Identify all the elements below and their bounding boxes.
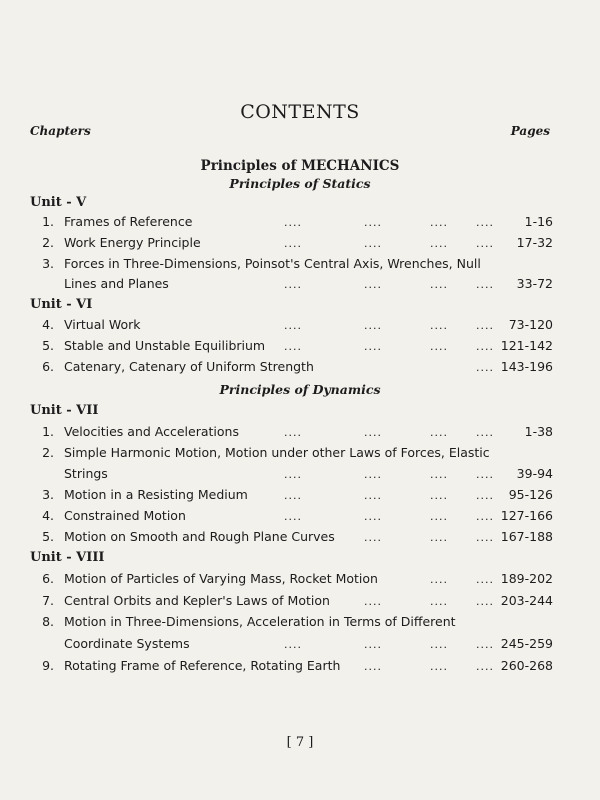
chapter-number: 5. — [42, 338, 54, 353]
toc-entry[interactable] — [0, 214, 600, 234]
chapter-title: Forces in Three-Dimensions, Poinsot's Central Axis, Wrenches, Null — [64, 256, 481, 271]
leader-dots: .... — [364, 660, 382, 673]
page-range: 260-268 — [500, 658, 553, 673]
leader-dots: .... — [430, 595, 448, 608]
leader-dots: .... — [364, 638, 382, 651]
toc-entry[interactable] — [0, 235, 600, 255]
chapter-number: 3. — [42, 256, 54, 271]
chapter-title: Motion of Particles of Varying Mass, Rocket Motion — [64, 571, 378, 586]
chapter-title: Motion in a Resisting Medium — [64, 487, 248, 502]
leader-dots: .... — [476, 426, 494, 439]
page-range: 127-166 — [500, 508, 553, 523]
leader-dots: .... — [364, 468, 382, 481]
leader-dots: .... — [476, 468, 494, 481]
toc-entry[interactable] — [0, 529, 600, 549]
leader-dots: .... — [364, 595, 382, 608]
toc-entry[interactable] — [0, 359, 600, 379]
leader-dots: .... — [430, 426, 448, 439]
chapter-title: Stable and Unstable Equilibrium — [64, 338, 266, 353]
leader-dots: .... — [284, 278, 302, 291]
chapter-title-continued: Strings — [64, 466, 108, 481]
leader-dots: .... — [430, 237, 448, 250]
subsection-statics: Principles of Statics — [229, 176, 371, 191]
chapter-number: 5. — [42, 529, 54, 544]
page-range: 121-142 — [500, 338, 553, 353]
chapter-number: 8. — [42, 614, 54, 629]
chapter-title: Motion on Smooth and Rough Plane Curves — [64, 529, 335, 544]
leader-dots: .... — [364, 319, 382, 332]
chapter-number: 2. — [42, 445, 54, 460]
page-range: 245-259 — [500, 636, 553, 651]
toc-entry-continuation[interactable] — [0, 466, 600, 486]
page-range: 167-188 — [500, 529, 553, 544]
leader-dots: .... — [284, 426, 302, 439]
page-range: 143-196 — [500, 359, 553, 374]
leader-dots: .... — [364, 426, 382, 439]
leader-dots: .... — [364, 510, 382, 523]
chapters-column-header: Chapters — [30, 124, 91, 138]
chapter-number: 1. — [42, 424, 54, 439]
leader-dots: .... — [476, 216, 494, 229]
unit-heading-vii: Unit - VII — [30, 403, 99, 418]
page-range: 33-72 — [516, 276, 553, 291]
toc-entry[interactable] — [0, 658, 600, 678]
toc-entry[interactable] — [0, 571, 600, 591]
leader-dots: .... — [364, 489, 382, 502]
page-range: 189-202 — [500, 571, 553, 586]
toc-entry[interactable] — [0, 424, 600, 444]
toc-entry[interactable] — [0, 338, 600, 358]
leader-dots: .... — [284, 319, 302, 332]
unit-heading-viii: Unit - VIII — [30, 550, 105, 565]
leader-dots: .... — [430, 510, 448, 523]
leader-dots: .... — [364, 237, 382, 250]
chapter-title: Simple Harmonic Motion, Motion under other Laws of Forces, Elastic — [64, 445, 490, 460]
chapter-title: Virtual Work — [64, 317, 141, 332]
leader-dots: .... — [284, 638, 302, 651]
chapter-title: Work Energy Principle — [64, 235, 201, 250]
chapter-number: 4. — [42, 317, 54, 332]
chapter-title: Frames of Reference — [64, 214, 193, 229]
toc-entry-continuation[interactable] — [0, 276, 600, 296]
page-range: 17-32 — [516, 235, 553, 250]
unit-heading-vi: Unit - VI — [30, 297, 93, 312]
toc-entry[interactable] — [0, 317, 600, 337]
leader-dots: .... — [476, 595, 494, 608]
chapter-title: Rotating Frame of Reference, Rotating Earth — [64, 658, 341, 673]
leader-dots: .... — [430, 278, 448, 291]
toc-entry[interactable] — [0, 508, 600, 528]
subsection-dynamics: Principles of Dynamics — [219, 382, 381, 397]
toc-entry[interactable] — [0, 445, 600, 465]
leader-dots: .... — [476, 237, 494, 250]
leader-dots: .... — [284, 216, 302, 229]
leader-dots: .... — [284, 340, 302, 353]
chapter-number: 3. — [42, 487, 54, 502]
leader-dots: .... — [364, 216, 382, 229]
leader-dots: .... — [284, 489, 302, 502]
chapter-title: Motion in Three-Dimensions, Acceleration in Terms of Different — [64, 614, 456, 629]
page-range: 203-244 — [500, 593, 553, 608]
page-range: 1-38 — [524, 424, 553, 439]
toc-entry[interactable] — [0, 256, 600, 276]
leader-dots: .... — [476, 278, 494, 291]
leader-dots: .... — [476, 489, 494, 502]
leader-dots: .... — [430, 573, 448, 586]
leader-dots: .... — [476, 638, 494, 651]
leader-dots: .... — [476, 340, 494, 353]
leader-dots: .... — [476, 531, 494, 544]
leader-dots: .... — [430, 319, 448, 332]
chapter-number: 9. — [42, 658, 54, 673]
chapter-title: Velocities and Accelerations — [64, 424, 239, 439]
page-number: [ 7 ] — [286, 735, 314, 750]
chapter-title: Catenary, Catenary of Uniform Strength — [64, 359, 314, 374]
chapter-number: 2. — [42, 235, 54, 250]
leader-dots: .... — [364, 278, 382, 291]
leader-dots: .... — [476, 361, 494, 374]
leader-dots: .... — [476, 573, 494, 586]
toc-entry[interactable] — [0, 593, 600, 613]
chapter-number: 4. — [42, 508, 54, 523]
leader-dots: .... — [476, 660, 494, 673]
toc-entry[interactable] — [0, 614, 600, 634]
chapter-number: 6. — [42, 571, 54, 586]
chapter-number: 6. — [42, 359, 54, 374]
page-range: 73-120 — [508, 317, 553, 332]
leader-dots: .... — [430, 638, 448, 651]
leader-dots: .... — [430, 531, 448, 544]
chapter-number: 7. — [42, 593, 54, 608]
page-title: CONTENTS — [240, 101, 360, 123]
chapter-title: Constrained Motion — [64, 508, 186, 523]
leader-dots: .... — [364, 340, 382, 353]
leader-dots: .... — [476, 319, 494, 332]
chapter-title: Central Orbits and Kepler's Laws of Motion — [64, 593, 330, 608]
leader-dots: .... — [284, 237, 302, 250]
page-range: 1-16 — [524, 214, 553, 229]
chapter-title-continued: Lines and Planes — [64, 276, 169, 291]
leader-dots: .... — [430, 468, 448, 481]
leader-dots: .... — [430, 216, 448, 229]
page-range: 95-126 — [508, 487, 553, 502]
pages-column-header: Pages — [510, 124, 550, 138]
section-title: Principles of MECHANICS — [200, 158, 400, 174]
leader-dots: .... — [284, 468, 302, 481]
unit-heading-v: Unit - V — [30, 195, 87, 210]
leader-dots: .... — [430, 340, 448, 353]
leader-dots: .... — [364, 531, 382, 544]
leader-dots: .... — [284, 510, 302, 523]
chapter-title-continued: Coordinate Systems — [64, 636, 190, 651]
toc-entry[interactable] — [0, 487, 600, 507]
toc-entry-continuation[interactable] — [0, 636, 600, 656]
leader-dots: .... — [430, 660, 448, 673]
chapter-number: 1. — [42, 214, 54, 229]
leader-dots: .... — [430, 489, 448, 502]
leader-dots: .... — [476, 510, 494, 523]
page-range: 39-94 — [516, 466, 553, 481]
